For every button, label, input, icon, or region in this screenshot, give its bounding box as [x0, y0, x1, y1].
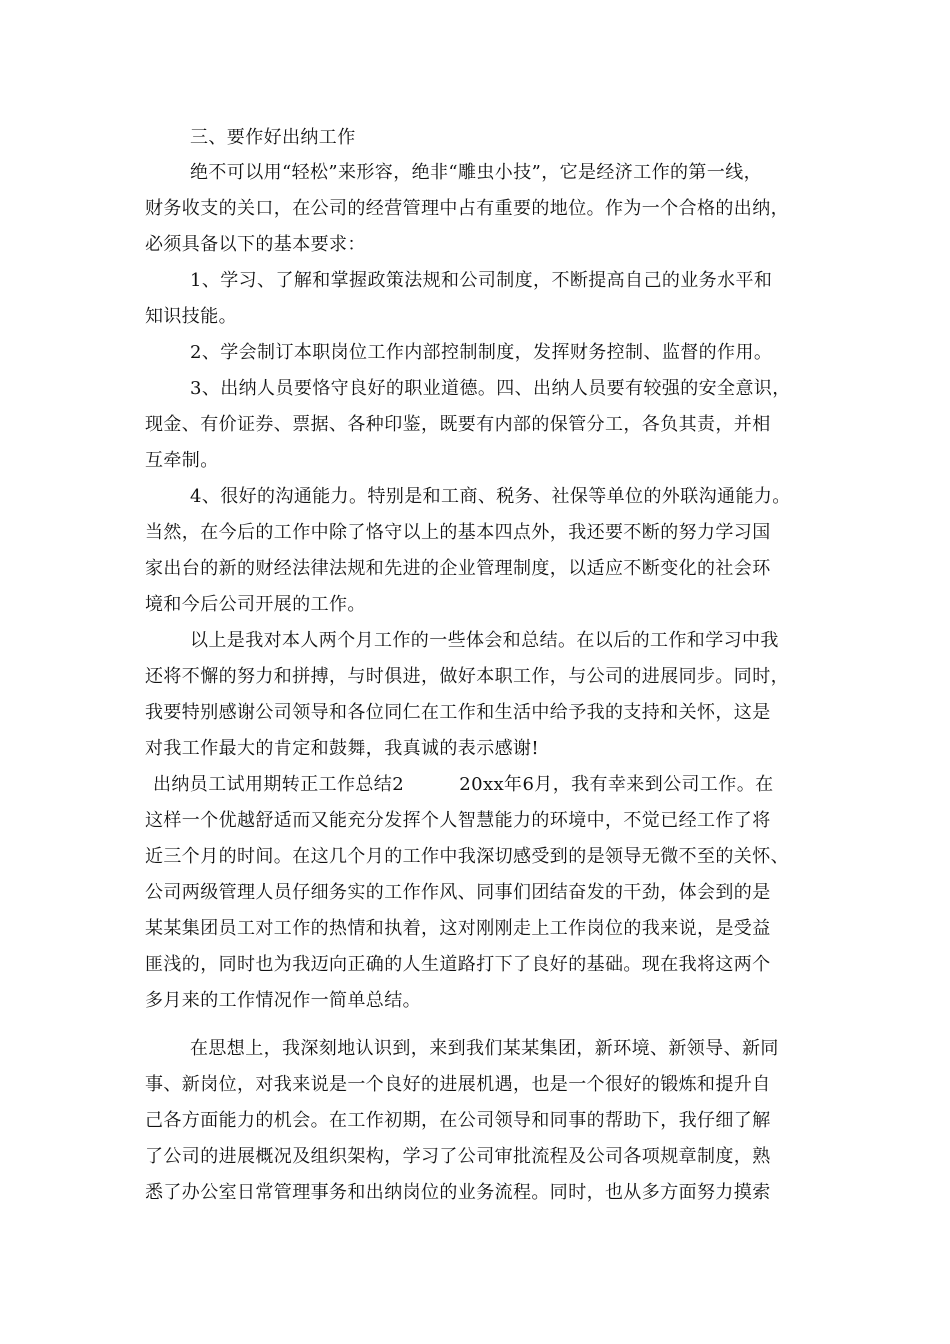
text-line: 财务收支的关口，在公司的经营管理中占有重要的地位。作为一个合格的出纳， — [145, 198, 789, 219]
text-line: 现金、有价证券、票据、各种印鉴，既要有内部的保管分工，各负其责，并相 — [145, 414, 771, 435]
text-line: 己各方面能力的机会。在工作初期，在公司领导和同事的帮助下，我仔细了解 — [145, 1110, 771, 1131]
text-line: 2、学会制订本职岗位工作内部控制制度，发挥财务控制、监督的作用。 — [190, 342, 773, 363]
text-line: 4、很好的沟通能力。特别是和工商、税务、社保等单位的外联沟通能力。 — [190, 486, 791, 507]
text-line: 匪浅的，同时也为我迈向正确的人生道路打下了良好的基础。现在我将这两个 — [145, 954, 771, 975]
text-line: 了公司的进展概况及组织架构，学习了公司审批流程及公司各项规章制度，熟 — [145, 1146, 771, 1167]
text-line: 3、出纳人员要恪守良好的职业道德。四、出纳人员要有较强的安全意识， — [190, 378, 791, 399]
text-line: 必须具备以下的基本要求： — [145, 234, 366, 255]
text-line: 悉了办公室日常管理事务和出纳岗位的业务流程。同时，也从多方面努力摸索 — [145, 1182, 771, 1203]
text-line: 当然，在今后的工作中除了恪守以上的基本四点外，我还要不断的努力学习国 — [145, 522, 771, 543]
text-line: 知识技能。 — [145, 306, 237, 327]
text-line: 境和今后公司开展的工作。 — [145, 594, 366, 615]
text-line: 以上是我对本人两个月工作的一些体会和总结。在以后的工作和学习中我 — [190, 630, 779, 651]
text-line: 这样一个优越舒适而又能充分发挥个人智慧能力的环境中，不觉已经工作了将 — [145, 810, 771, 831]
text-line: 近三个月的时间。在这几个月的工作中我深切感受到的是领导无微不至的关怀、 — [145, 846, 789, 867]
text-line: 还将不懈的努力和拼搏，与时俱进，做好本职工作，与公司的进展同步。同时， — [145, 666, 789, 687]
text-line: 互牵制。 — [145, 450, 219, 471]
text-line: 多月来的工作情况作一简单总结。 — [145, 990, 421, 1011]
text-line: 家出台的新的财经法律法规和先进的企业管理制度，以适应不断变化的社会环 — [145, 558, 771, 579]
text-line: 公司两级管理人员仔细务实的工作作风、同事们团结奋发的干劲，体会到的是 — [145, 882, 771, 903]
text-line: 出纳员工试用期转正工作总结2 20xx年6月，我有幸来到公司工作。在 — [153, 774, 774, 795]
text-line: 某某集团员工对工作的热情和执着，这对刚刚走上工作岗位的我来说，是受益 — [145, 918, 771, 939]
section-heading: 三、要作好出纳工作 — [190, 127, 356, 148]
text-line: 1、学习、了解和掌握政策法规和公司制度，不断提高自己的业务水平和 — [190, 270, 773, 291]
text-line: 我要特别感谢公司领导和各位同仁在工作和生活中给予我的支持和关怀，这是 — [145, 702, 771, 723]
text-line: 对我工作最大的肯定和鼓舞，我真诚的表示感谢! — [145, 738, 540, 759]
text-line: 在思想上，我深刻地认识到，来到我们某某集团，新环境、新领导、新同 — [190, 1038, 779, 1059]
text-line: 事、新岗位，对我来说是一个良好的进展机遇，也是一个很好的锻炼和提升自 — [145, 1074, 771, 1095]
text-line: 绝不可以用“轻松”来形容，绝非“雕虫小技”，它是经济工作的第一线， — [190, 162, 763, 183]
